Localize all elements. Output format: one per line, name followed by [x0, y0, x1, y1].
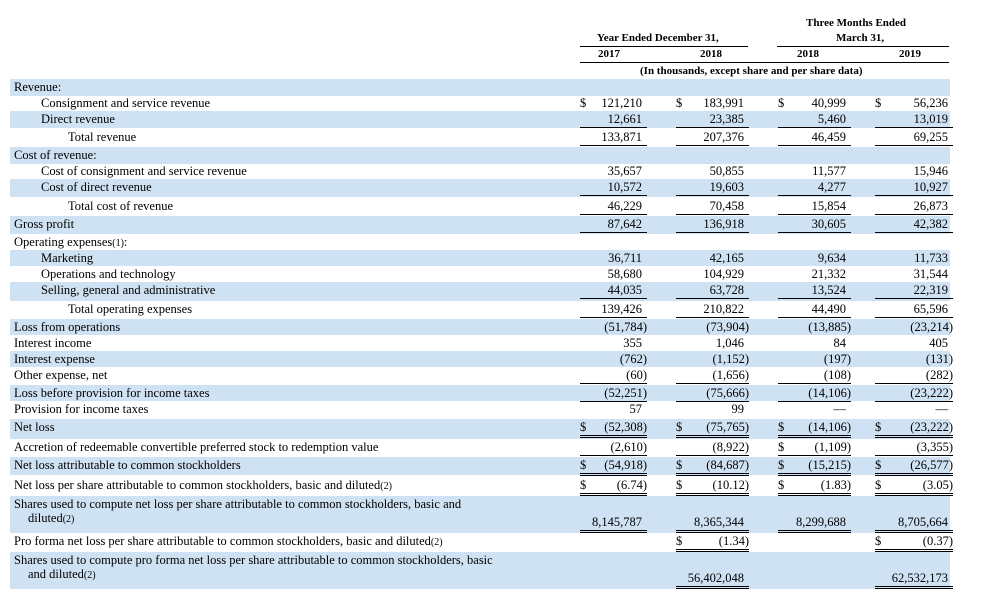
value-cell: 8,705,664: [898, 515, 948, 529]
value-cell: 99: [731, 402, 744, 416]
value-cell: (3.05): [922, 478, 953, 492]
row-label-text: Total revenue: [68, 130, 137, 144]
row-label: [14, 368, 107, 382]
value-cell: 31,544: [913, 267, 948, 281]
value-cell: 10,572: [607, 180, 642, 194]
row-label: [14, 148, 97, 162]
value-cell: 10,927: [913, 180, 948, 194]
footnote-ref: (1): [112, 238, 124, 249]
value-cell: (52,308): [604, 420, 647, 434]
dollar-sign: $: [778, 440, 785, 454]
row-label-text: Loss from operations: [14, 320, 121, 334]
row-label: [41, 180, 152, 194]
value-cell: 11,577: [812, 164, 846, 178]
row-label-text: Revenue:: [14, 80, 62, 94]
dollar-sign: $: [580, 478, 587, 492]
row-label-text: Accretion of redeemable convertible preferred stock to redemption value: [14, 440, 379, 454]
underline-rule: [580, 455, 647, 456]
underline-rule: [580, 317, 647, 318]
double-underline-rule: [676, 586, 749, 589]
double-underline-rule: [778, 473, 851, 476]
footnote-ref: (2): [62, 514, 75, 525]
value-cell: (75,765): [706, 420, 749, 434]
value-cell: 15,854: [811, 199, 846, 213]
value-cell: 136,918: [703, 217, 744, 231]
underline-rule: [676, 214, 749, 215]
row-label-text: Shares used to compute pro forma net loss per share attributable to common stockholders, basic: [14, 553, 493, 567]
row-label: [14, 420, 55, 434]
year-ended-header: Year Ended December 31,: [597, 32, 719, 44]
value-cell: (131): [925, 352, 953, 366]
underline-rule: [676, 145, 749, 146]
underline-rule: [676, 127, 749, 128]
underline-rule: [875, 232, 953, 233]
value-cell: (75,666): [706, 386, 749, 400]
row-label-text: Interest income: [14, 336, 92, 350]
value-cell: 26,873: [913, 199, 948, 213]
row-label-text: Total operating expenses: [68, 302, 193, 316]
row-label-text: Operations and technology: [41, 267, 176, 281]
value-cell: 70,458: [709, 199, 744, 213]
value-cell: —: [833, 402, 846, 416]
value-cell: 40,999: [811, 96, 846, 110]
row-label: [68, 130, 136, 144]
column-header-q2018: 2018: [797, 48, 819, 60]
underline-rule: [676, 455, 749, 456]
value-cell: 46,459: [811, 130, 846, 144]
value-cell: 42,382: [913, 217, 948, 231]
value-cell: 23,385: [709, 112, 744, 126]
row-label: [14, 235, 127, 251]
footnote-ref: (2): [430, 537, 443, 548]
value-cell: 57: [629, 402, 642, 416]
underline-rule: [580, 232, 647, 233]
value-cell: (73,904): [706, 320, 749, 334]
value-cell: 50,855: [709, 164, 744, 178]
underline-rule: [778, 383, 851, 384]
value-cell: 84: [833, 336, 846, 350]
value-cell: 69,255: [913, 130, 948, 144]
row-label: [14, 402, 148, 416]
dollar-sign: $: [778, 420, 785, 434]
row-label-text: Cost of revenue:: [14, 148, 97, 162]
dollar-sign: $: [875, 478, 882, 492]
three-months-header-line2: March 31,: [836, 32, 885, 44]
row-label: [41, 96, 210, 110]
underline-rule: [676, 383, 749, 384]
dollar-sign: $: [875, 534, 882, 548]
underline-rule: [580, 195, 647, 196]
underline-rule: [778, 232, 851, 233]
value-cell: 65,596: [913, 302, 948, 316]
value-cell: 13,524: [811, 283, 846, 297]
value-cell: 5,460: [817, 112, 846, 126]
value-cell: 62,532,173: [891, 571, 948, 585]
value-cell: (14,106): [808, 420, 851, 434]
dollar-sign: $: [676, 96, 683, 110]
double-underline-rule: [875, 530, 953, 533]
value-cell: (52,251): [604, 386, 647, 400]
value-cell: (762): [619, 352, 647, 366]
dollar-sign: $: [778, 96, 785, 110]
dollar-sign: $: [580, 96, 587, 110]
dollar-sign: $: [676, 458, 683, 472]
double-underline-rule: [580, 435, 647, 438]
underline-rule: [580, 383, 647, 384]
value-cell: 13,019: [913, 112, 948, 126]
row-band: [10, 147, 950, 164]
row-label: [14, 386, 209, 400]
footnote-ref: (2): [83, 570, 96, 581]
row-label: [41, 283, 215, 297]
column-header-2018: 2018: [700, 48, 722, 60]
value-cell: 9,634: [817, 251, 846, 265]
double-underline-rule: [676, 435, 749, 438]
value-cell: 56,236: [913, 96, 948, 110]
value-cell: 11,733: [914, 251, 948, 265]
dollar-sign: $: [875, 458, 882, 472]
row-label: [14, 497, 461, 527]
value-cell: 133,871: [601, 130, 642, 144]
row-band: [10, 79, 950, 96]
row-label-text: Interest expense: [14, 352, 95, 366]
row-label: [68, 199, 173, 213]
double-underline-rule: [580, 530, 647, 533]
value-cell: (15,215): [808, 458, 851, 472]
underline-rule: [875, 383, 953, 384]
row-label: [14, 458, 241, 472]
underline-rule: [778, 317, 851, 318]
dollar-sign: $: [875, 96, 882, 110]
value-cell: 210,822: [703, 302, 744, 316]
underline-rule: [875, 195, 953, 196]
three-months-header-line1: Three Months Ended: [806, 17, 907, 29]
underline-rule: [580, 145, 647, 146]
column-header-2017: 2017: [598, 48, 620, 60]
value-cell: 207,376: [703, 130, 744, 144]
value-cell: 15,946: [913, 164, 948, 178]
double-underline-rule: [875, 473, 953, 476]
dollar-sign: $: [580, 420, 587, 434]
value-cell: (54,918): [604, 458, 647, 472]
row-label: [14, 320, 120, 334]
value-cell: 35,657: [607, 164, 642, 178]
row-label-text: Cost of consignment and service revenue: [41, 164, 247, 178]
value-cell: (1,152): [712, 352, 749, 366]
row-label: [41, 267, 176, 281]
value-cell: 42,165: [709, 251, 744, 265]
column-header-rule: [580, 62, 949, 63]
value-cell: 8,365,344: [694, 515, 744, 529]
value-cell: (2,610): [610, 440, 647, 454]
value-cell: (60): [626, 368, 647, 382]
row-label-text: Other expense, net: [14, 368, 108, 382]
underline-rule: [778, 298, 851, 299]
value-cell: 19,603: [709, 180, 744, 194]
row-label-text: Operating expenses: [14, 235, 113, 249]
underline-rule: [676, 232, 749, 233]
units-note: (In thousands, except share and per share data): [640, 65, 863, 77]
row-label-text: Net loss attributable to common stockholders: [14, 458, 241, 472]
value-cell: (26,577): [910, 458, 953, 472]
value-cell: 139,426: [601, 302, 642, 316]
row-label-text: Consignment and service revenue: [41, 96, 211, 110]
underline-rule: [580, 298, 647, 299]
row-label-continuation: diluted: [28, 511, 63, 525]
underline-rule: [778, 214, 851, 215]
double-underline-rule: [778, 435, 851, 438]
value-cell: 44,490: [811, 302, 846, 316]
dollar-sign: $: [580, 458, 587, 472]
value-cell: (84,687): [706, 458, 749, 472]
double-underline-rule: [875, 586, 953, 589]
dollar-sign: $: [676, 478, 683, 492]
double-underline-rule: [778, 530, 851, 533]
row-label-continuation: and diluted: [28, 567, 84, 581]
row-label: [14, 336, 91, 350]
value-cell: (14,106): [808, 386, 851, 400]
value-cell: 56,402,048: [687, 571, 744, 585]
underline-rule: [676, 298, 749, 299]
underline-rule: [875, 214, 953, 215]
dollar-sign: $: [875, 420, 882, 434]
row-label-text: Provision for income taxes: [14, 402, 149, 416]
row-label-text: Net loss per share attributable to common stockholders, basic and diluted: [14, 478, 381, 492]
double-underline-rule: [875, 435, 953, 438]
row-label: [14, 553, 493, 583]
value-cell: (3,355): [916, 440, 953, 454]
label-suffix: :: [123, 235, 128, 249]
underline-rule: [580, 127, 647, 128]
underline-rule: [778, 127, 851, 128]
footnote-ref: (2): [380, 481, 392, 492]
value-cell: 8,299,688: [796, 515, 846, 529]
value-cell: 36,711: [608, 251, 642, 265]
value-cell: 355: [623, 336, 642, 350]
column-header-q2019: 2019: [899, 48, 921, 60]
row-label: [14, 440, 378, 454]
value-cell: (108): [823, 368, 851, 382]
value-cell: (197): [823, 352, 851, 366]
double-underline-rule: [676, 530, 749, 533]
value-cell: (1.34): [718, 534, 749, 548]
value-cell: (23,214): [910, 320, 953, 334]
value-cell: (23,222): [910, 386, 953, 400]
value-cell: 46,229: [607, 199, 642, 213]
value-cell: 21,332: [811, 267, 846, 281]
underline-rule: [875, 317, 953, 318]
row-label-text: Direct revenue: [41, 112, 115, 126]
underline-rule: [875, 145, 953, 146]
value-cell: (13,885): [808, 320, 851, 334]
row-label: [14, 478, 392, 494]
value-cell: 405: [929, 336, 948, 350]
value-cell: 104,929: [703, 267, 744, 281]
underline-rule: [778, 195, 851, 196]
underline-rule: [778, 145, 851, 146]
value-cell: (6.74): [616, 478, 647, 492]
underline-rule: [676, 195, 749, 196]
row-label-text: Marketing: [41, 251, 94, 265]
value-cell: 1,046: [715, 336, 744, 350]
row-label-text: Loss before provision for income taxes: [14, 386, 210, 400]
value-cell: 12,661: [607, 112, 642, 126]
value-cell: (1.83): [820, 478, 851, 492]
value-cell: —: [935, 402, 948, 416]
value-cell: (1,656): [712, 368, 749, 382]
row-label: [41, 164, 247, 178]
row-label-text: Selling, general and administrative: [41, 283, 216, 297]
value-cell: (8,922): [712, 440, 749, 454]
value-cell: (282): [925, 368, 953, 382]
value-cell: (10.12): [712, 478, 749, 492]
row-label: [41, 112, 115, 126]
row-label: [14, 352, 95, 366]
value-cell: (0.37): [922, 534, 953, 548]
row-label-text: Gross profit: [14, 217, 75, 231]
underline-rule: [875, 127, 953, 128]
dollar-sign: $: [778, 478, 785, 492]
row-label-text: Shares used to compute net loss per share attributable to common stockholders, basic and: [14, 497, 462, 511]
value-cell: 58,680: [607, 267, 642, 281]
underline-rule: [580, 214, 647, 215]
row-label: [41, 251, 93, 265]
value-cell: 63,728: [709, 283, 744, 297]
value-cell: 87,642: [607, 217, 642, 231]
three-months-rule: [777, 46, 949, 47]
row-label: [68, 302, 192, 316]
row-label-text: Cost of direct revenue: [41, 180, 152, 194]
row-label-text: Total cost of revenue: [68, 199, 173, 213]
row-label: [14, 80, 61, 94]
year-ended-rule: [580, 46, 748, 47]
underline-rule: [875, 298, 953, 299]
value-cell: (51,784): [604, 320, 647, 334]
value-cell: 4,277: [817, 180, 846, 194]
row-label-text: Net loss: [14, 420, 55, 434]
value-cell: (1,109): [814, 440, 851, 454]
value-cell: 121,210: [601, 96, 642, 110]
underline-rule: [778, 455, 851, 456]
dollar-sign: $: [778, 458, 785, 472]
dollar-sign: $: [676, 534, 683, 548]
value-cell: 8,145,787: [592, 515, 642, 529]
underline-rule: [875, 455, 953, 456]
row-label: [14, 534, 443, 550]
row-label: [14, 217, 74, 231]
value-cell: 22,319: [913, 283, 948, 297]
row-label-text: Pro forma net loss per share attributable to common stockholders, basic and diluted: [14, 534, 431, 548]
value-cell: (23,222): [910, 420, 953, 434]
dollar-sign: $: [676, 420, 683, 434]
double-underline-rule: [580, 473, 647, 476]
value-cell: 44,035: [607, 283, 642, 297]
value-cell: 30,605: [811, 217, 846, 231]
value-cell: 183,991: [703, 96, 744, 110]
underline-rule: [676, 317, 749, 318]
double-underline-rule: [676, 473, 749, 476]
